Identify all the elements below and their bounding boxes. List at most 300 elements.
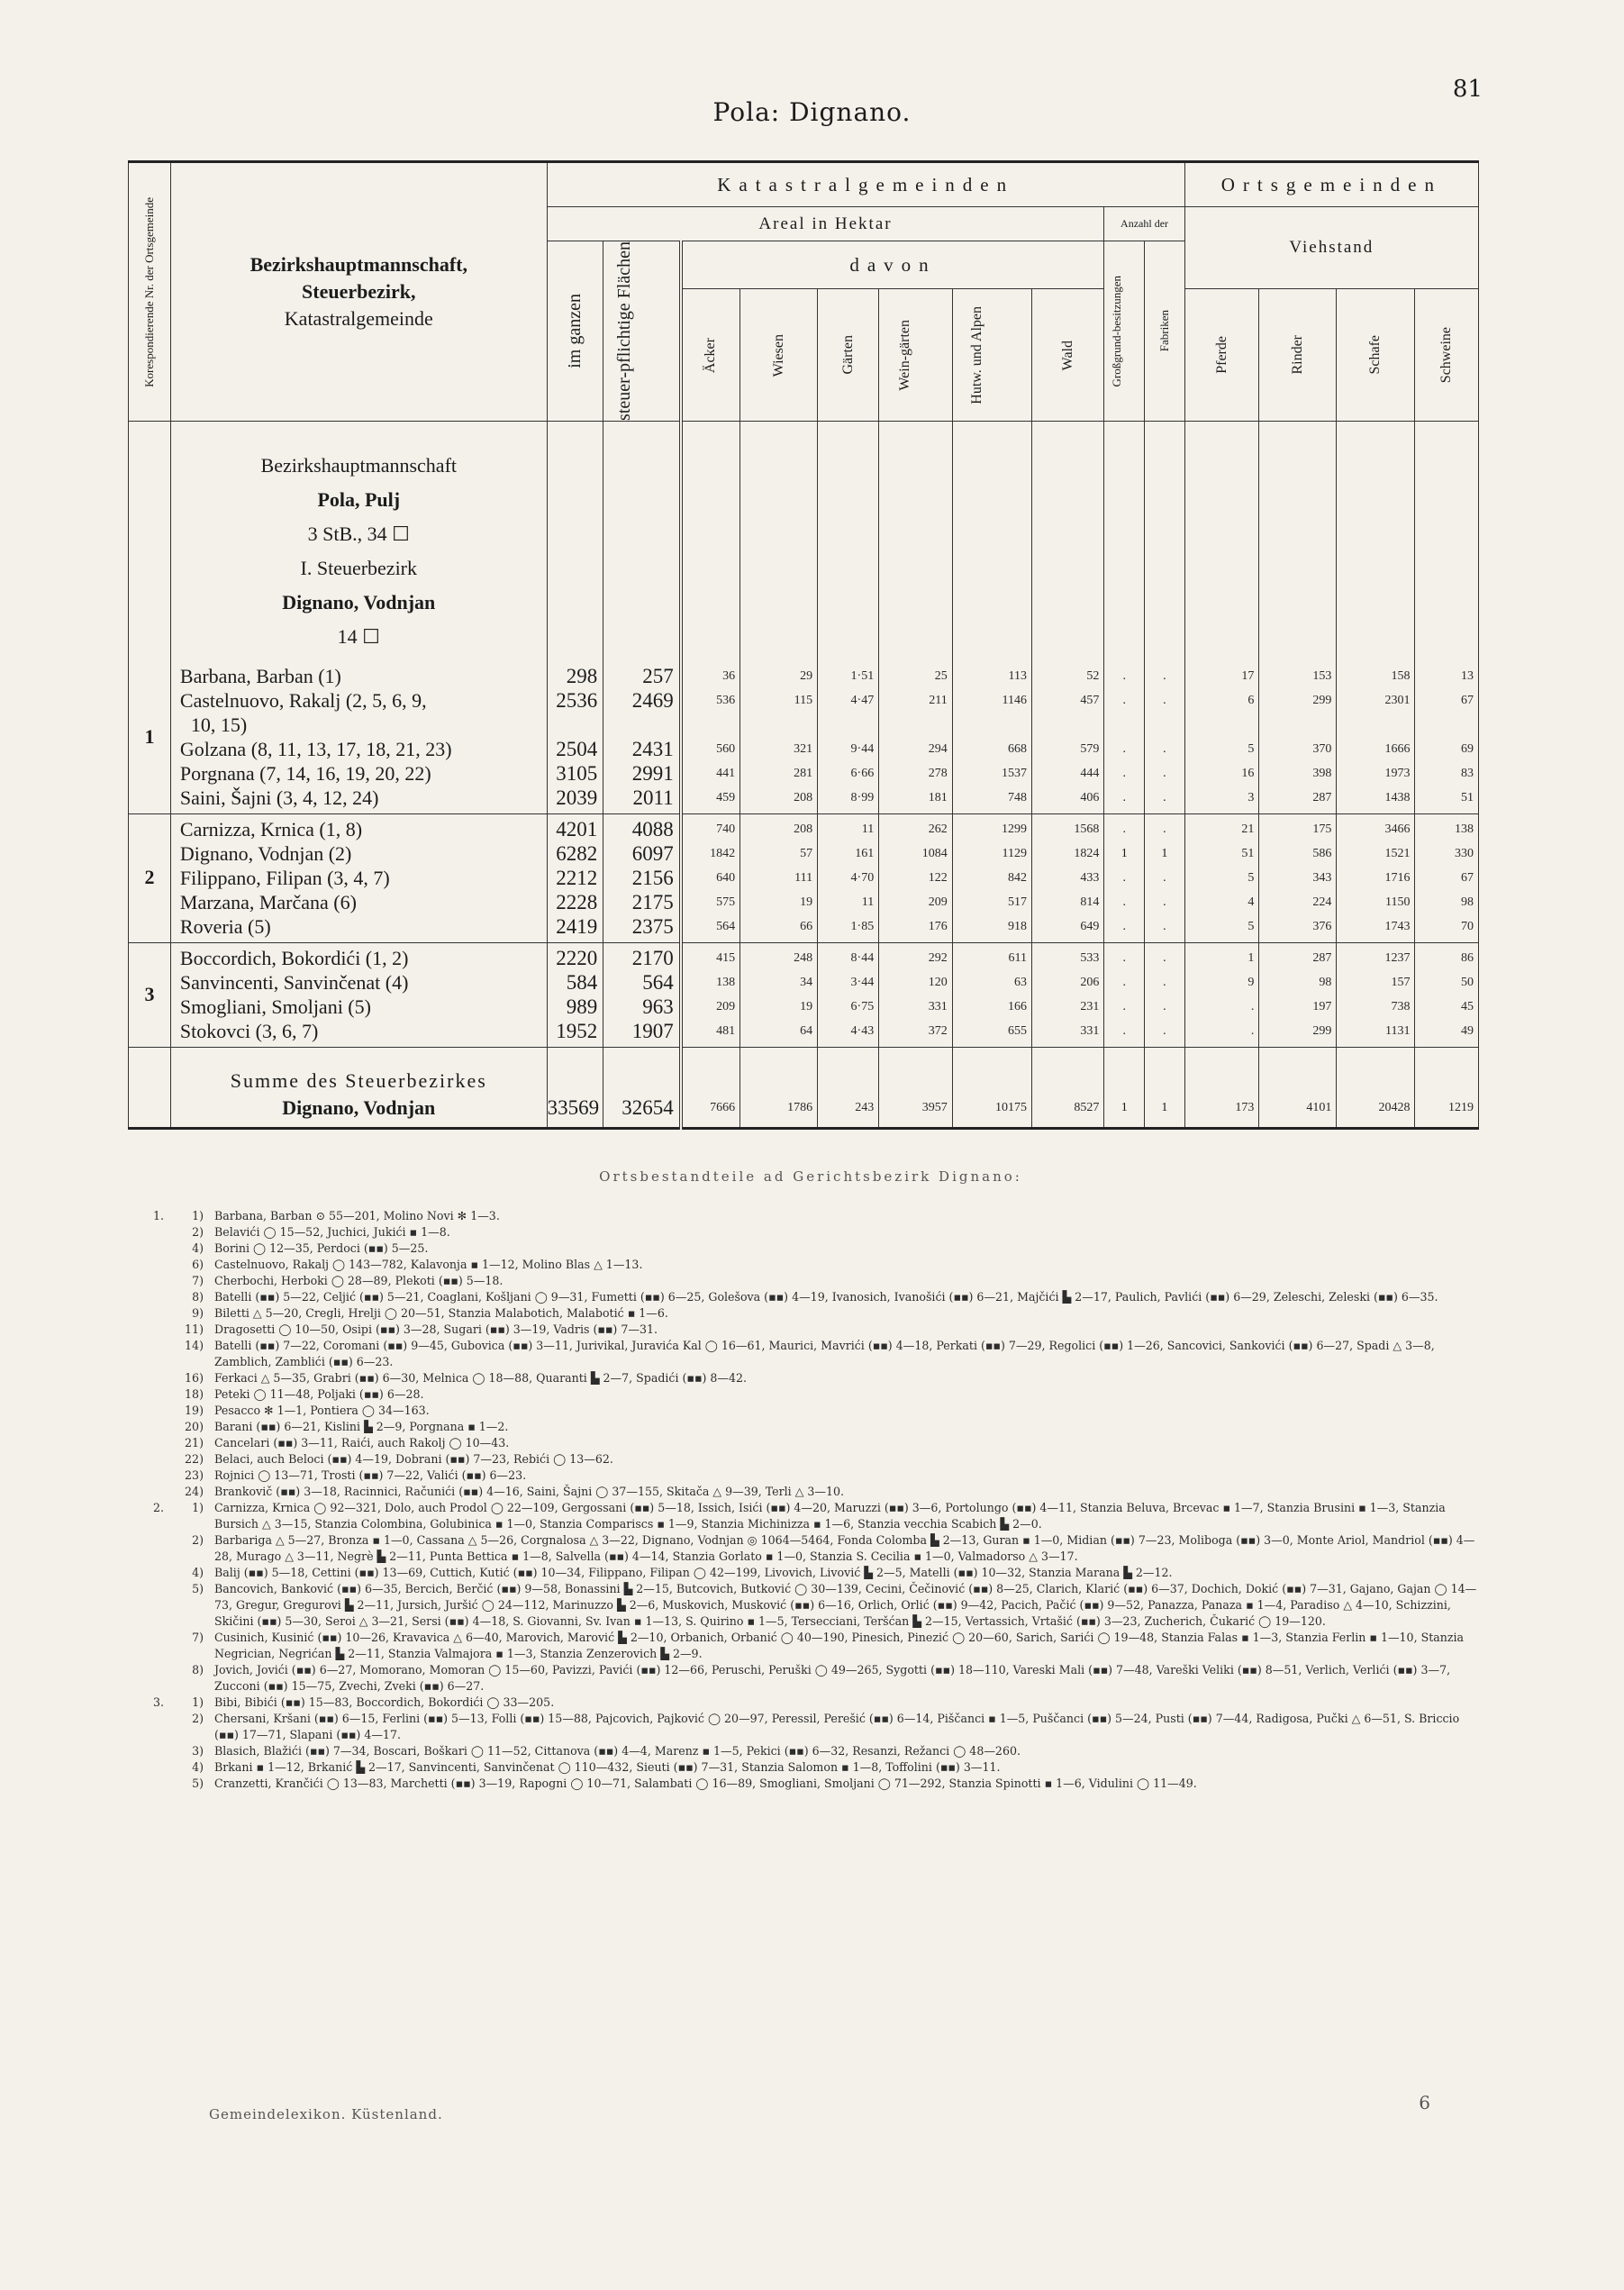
location-text: Castelnuovo, Rakalj ◯ 143—782, Kalavonja ▪ 1—12, Molino Blas △ 1—13. xyxy=(214,1258,643,1271)
value-gross: . xyxy=(1122,741,1126,756)
col-pferde: Pferde xyxy=(1184,289,1259,422)
location-entry xyxy=(144,1322,1477,1338)
value-pferde: . xyxy=(1250,1023,1255,1038)
anzahl-header: Anzahl der xyxy=(1104,207,1184,241)
value-gaerten: 4·47 xyxy=(850,693,875,707)
col-wiesen-values xyxy=(740,661,818,814)
col-acker-values xyxy=(681,942,740,1047)
location-index: 11) xyxy=(185,1322,204,1336)
summary-wald: 8527 xyxy=(1031,1047,1103,1128)
katastral-name: Smogliani, Smoljani (5) xyxy=(179,995,371,1018)
location-entry xyxy=(144,1435,1477,1451)
group-number: 2 xyxy=(129,813,171,942)
value-schafe: 1521 xyxy=(1384,846,1411,860)
katastral-name: Stokovci (3, 6, 7) xyxy=(179,1019,319,1042)
col-pferde-values xyxy=(1184,942,1259,1047)
col-gross-values xyxy=(1104,813,1145,942)
value-schafe: 1743 xyxy=(1384,919,1411,933)
col-wein-values xyxy=(879,942,953,1047)
value-total: 2536 xyxy=(556,688,598,712)
location-entry xyxy=(144,1743,1477,1759)
value-fabr: 1 xyxy=(1161,846,1168,860)
value-hutw: 1537 xyxy=(1001,766,1027,780)
col-schweine-values xyxy=(1415,942,1479,1047)
location-index: 9) xyxy=(192,1306,204,1320)
katastral-name: Carnizza, Krnica (1, 8) xyxy=(179,817,363,841)
location-index: 1) xyxy=(192,1209,204,1222)
value-schafe: 1438 xyxy=(1384,790,1411,804)
value-total: 2212 xyxy=(556,866,598,889)
value-gross: . xyxy=(1122,790,1126,804)
value-hutw: 611 xyxy=(1008,950,1027,965)
location-index: 2) xyxy=(192,1225,204,1239)
value-rinder: 343 xyxy=(1312,870,1332,885)
value-hutw: 166 xyxy=(1007,999,1027,1013)
value-fabr: . xyxy=(1163,693,1166,707)
value-rinder: 398 xyxy=(1312,766,1332,780)
col-schafe-values xyxy=(1337,661,1415,814)
summary-steuer: 32654 xyxy=(603,1047,681,1128)
value-schafe: 1973 xyxy=(1384,766,1411,780)
location-index: 8) xyxy=(192,1290,204,1304)
value-rinder: 287 xyxy=(1312,790,1332,804)
value-fabr: . xyxy=(1163,766,1166,780)
value-schafe: 2301 xyxy=(1384,693,1411,707)
value-gross: 1 xyxy=(1120,846,1128,860)
value-wiesen: 57 xyxy=(800,846,813,860)
location-index: 7) xyxy=(192,1631,204,1644)
value-schafe: 1150 xyxy=(1384,895,1411,909)
value-gross: . xyxy=(1122,693,1126,707)
value-schweine: 98 xyxy=(1461,895,1474,909)
col-fabr-values xyxy=(1145,942,1185,1047)
col-steuer-values xyxy=(603,813,681,942)
location-entry xyxy=(144,1662,1477,1695)
value-wiesen: 321 xyxy=(794,741,813,756)
col-schafe: Schafe xyxy=(1337,289,1415,422)
group-1 xyxy=(129,661,1479,814)
location-index: 19) xyxy=(185,1404,204,1417)
katastral-names xyxy=(170,813,547,942)
value-acker: 740 xyxy=(716,822,736,836)
value-gaerten: 4·70 xyxy=(850,870,875,885)
value-acker: 415 xyxy=(716,950,736,965)
location-entry xyxy=(144,1208,1477,1224)
value-wiesen: 281 xyxy=(794,766,813,780)
col-hutw-values xyxy=(952,813,1031,942)
col-wald-values xyxy=(1031,942,1103,1047)
value-total: 2504 xyxy=(556,737,598,760)
page-number: 81 xyxy=(1452,76,1483,103)
value-acker: 459 xyxy=(716,790,736,804)
location-entry xyxy=(144,1468,1477,1484)
col-fabr-values xyxy=(1145,813,1185,942)
summary-gross: 1 xyxy=(1104,1047,1145,1128)
location-entry xyxy=(144,1695,1477,1711)
value-schweine: 67 xyxy=(1461,693,1474,707)
value-schafe: 3466 xyxy=(1384,822,1411,836)
value-acker: 36 xyxy=(722,668,736,683)
col-name-header: Bezirkshauptmannschaft, Steuerbezirk, Katastralgemeinde xyxy=(170,162,547,422)
value-gaerten: 6·66 xyxy=(850,766,875,780)
value-wein: 176 xyxy=(928,919,948,933)
location-entry xyxy=(144,1419,1477,1435)
value-total: 3105 xyxy=(556,761,598,785)
value-acker: 560 xyxy=(716,741,736,756)
davon-header: davon xyxy=(681,241,1104,289)
katastral-name: Roveria (5) xyxy=(179,914,271,938)
location-index: 8) xyxy=(192,1663,204,1677)
location-entry xyxy=(144,1257,1477,1273)
value-fabr: . xyxy=(1163,790,1166,804)
location-entry xyxy=(144,1630,1477,1662)
col-wald-values xyxy=(1031,813,1103,942)
location-entry xyxy=(144,1403,1477,1419)
value-steuer: 2469 xyxy=(631,688,674,712)
viehstand-header: Viehstand xyxy=(1184,207,1478,289)
location-entry xyxy=(144,1240,1477,1257)
areal-header: Areal in Hektar xyxy=(547,207,1104,241)
value-pferde: 3 xyxy=(1247,790,1255,804)
col-gaerten: Gärten xyxy=(818,289,879,422)
location-text: Bancovich, Banković (▪▪) 6—35, Bercich, Berčić (▪▪) 9—58, Bonassini ▙ 2—15, Butcovich, Butković ◯ 30—139, Cecini, Čečinović (▪▪) 8—25, Clarich, Klarić (▪▪) 6—37, Dochich, Dokić (▪▪) 7—31, Gajano, Gajan ◯ 14—73, Gregur, Gregurovi ▙ 2—11, Jursich, Juršić ◯ 24—112, Marinuzzo ▙ 2—6, Muskovich, Musković (▪▪) 6—16, Orlich, Orlić (▪▪) 9—42, Pacich, Pačić (▪▪) 9—52, Panazza, Panaza ▪ 1—4, Paradiso △ 4—10, Schizzini, Skičini (▪▪) 5—30, Seroi △ 3—21, Sersi (▪▪) 4—18, S. Giovanni, Sv. Ivan ▪ 1—13, S. Quirino ▪ 1—5, Tersecciani, Teršćan ▙ 2—15, Vertassich, Vrtašić (▪▪) 3—23, Zucherich, Čukarić ◯ 19—120. xyxy=(214,1582,1477,1628)
value-pferde: 9 xyxy=(1247,975,1255,989)
value-wein: 25 xyxy=(934,668,948,683)
value-hutw: 517 xyxy=(1007,895,1027,909)
value-gross: . xyxy=(1122,919,1126,933)
value-schweine: 138 xyxy=(1455,822,1474,836)
col-hutw-values xyxy=(952,661,1031,814)
value-acker: 1842 xyxy=(710,846,736,860)
value-rinder: 98 xyxy=(1319,975,1332,989)
value-hutw: 918 xyxy=(1007,919,1027,933)
footer-signature: 6 xyxy=(1419,2092,1430,2113)
value-wein: 211 xyxy=(929,693,948,707)
katastral-name: Saini, Šajni (3, 4, 12, 24) xyxy=(179,786,379,809)
value-pferde: 16 xyxy=(1241,766,1255,780)
location-text: Brkani ▪ 1—12, Brkanić ▙ 2—17, Sanvincenti, Sanvinčenat ◯ 110—432, Sieuti (▪▪) 7—31, Stanzia Salomon ▪ 1—8, Toffolini (▪▪) 3—11. xyxy=(214,1760,1001,1774)
value-schafe: 157 xyxy=(1391,975,1411,989)
value-rinder: 287 xyxy=(1312,950,1332,965)
col-wein-values xyxy=(879,813,953,942)
value-total: 2228 xyxy=(556,890,598,913)
col-acker-values xyxy=(681,813,740,942)
value-pferde: 17 xyxy=(1241,668,1255,683)
location-index: 2) xyxy=(192,1712,204,1725)
value-schweine: 70 xyxy=(1461,919,1474,933)
col-steuerpflichtig: steuer-pflichtige Flächen xyxy=(603,241,681,422)
value-schafe: 158 xyxy=(1391,668,1411,683)
col-gaerten-values xyxy=(818,942,879,1047)
location-index: 22) xyxy=(185,1452,204,1466)
value-hutw: 1146 xyxy=(1002,693,1027,707)
value-pferde: . xyxy=(1250,999,1255,1013)
value-fabr: . xyxy=(1163,975,1166,989)
col-total-values xyxy=(547,813,603,942)
katastral-name: Golzana (8, 11, 13, 17, 18, 21, 23) xyxy=(179,737,452,760)
intro-row xyxy=(129,421,1479,661)
location-index: 14) xyxy=(185,1339,204,1352)
location-index: 2) xyxy=(192,1533,204,1547)
location-text: Barbariga △ 5—27, Bronza ▪ 1—0, Cassana △ 5—26, Corgnalosa △ 3—22, Dignano, Vodnjan ◎ 1064—5464, Fonda Colomba ▙ 2—13, Guran ▪ 1—0, Midian (▪▪) 7—23, Moliboga (▪▪) 3—0, Monte Ariol, Mandriol (▪▪) 4—28, Murago △ 3—11, Negrè ▙ 2—11, Punta Bettica ▪ 1—8, Salvella (▪▪) 4—14, Stanzia Gorlato ▪ 1—0, Stanzia S. Cecilia ▪ 1—0, Valmadorso △ 3—17. xyxy=(214,1533,1475,1563)
value-wald: 433 xyxy=(1080,870,1100,885)
col-fabr-values xyxy=(1145,661,1185,814)
location-entry xyxy=(144,1565,1477,1581)
location-text: Cranzetti, Krančići ◯ 13—83, Marchetti (▪▪) 3—19, Rapogni ◯ 10—71, Salambati ◯ 16—89, Smogliani, Smoljani ◯ 71—292, Stanzia Spinotti ▪ 1—6, Vidulini ◯ 11—49. xyxy=(214,1777,1197,1790)
value-wald: 533 xyxy=(1080,950,1100,965)
summary-fabr: 1 xyxy=(1145,1047,1185,1128)
value-pferde: 51 xyxy=(1241,846,1255,860)
location-index: 18) xyxy=(185,1387,204,1401)
col-schafe-values xyxy=(1337,942,1415,1047)
location-entry xyxy=(144,1370,1477,1386)
col-acker: Äcker xyxy=(681,289,740,422)
location-index: 6) xyxy=(192,1258,204,1271)
value-rinder: 299 xyxy=(1312,1023,1332,1038)
value-hutw: 748 xyxy=(1007,790,1027,804)
location-text: Barani (▪▪) 6—21, Kislini ▙ 2—9, Porgnana ▪ 1—2. xyxy=(214,1420,509,1433)
katastral-name: Dignano, Vodnjan (2) xyxy=(179,841,352,865)
value-wiesen: 208 xyxy=(794,790,813,804)
col-hutweiden: Hutw. und Alpen xyxy=(952,289,1031,422)
locations-title: Ortsbestandteile ad Gerichtsbezirk Dignano: xyxy=(599,1168,1022,1185)
value-wiesen: 115 xyxy=(794,693,813,707)
location-index: 1) xyxy=(192,1501,204,1514)
summary-label-line2: Dignano, Vodnjan xyxy=(282,1095,436,1119)
value-wein: 122 xyxy=(928,870,948,885)
value-hutw: 1129 xyxy=(1002,846,1027,860)
col-grossgrund: Großgrund-besitzungen xyxy=(1104,241,1145,422)
location-entry xyxy=(144,1759,1477,1776)
location-entry xyxy=(144,1305,1477,1322)
value-fabr: . xyxy=(1163,999,1166,1013)
summary-hutw: 10175 xyxy=(952,1047,1031,1128)
col-schweine: Schweine xyxy=(1415,289,1479,422)
col-total-values xyxy=(547,942,603,1047)
value-acker: 640 xyxy=(716,870,736,885)
col-wald: Wald xyxy=(1031,289,1103,422)
location-text: Balij (▪▪) 5—18, Cettini (▪▪) 13—69, Cuttich, Kutić (▪▪) 10—34, Filippano, Filipan ◯ 42—199, Livovich, Livović ▙ 2—5, Matelli (▪▪) 10—32, Stanzia Marana ▙ 2—12. xyxy=(214,1566,1173,1579)
value-rinder: 197 xyxy=(1312,999,1332,1013)
col-total-values xyxy=(547,661,603,814)
value-gross: . xyxy=(1122,950,1126,965)
value-rinder: 376 xyxy=(1312,919,1332,933)
location-text: Blasich, Blažići (▪▪) 7—34, Boscari, Boškari ◯ 11—52, Cittanova (▪▪) 4—4, Marenz ▪ 1—5, Pekici (▪▪) 6—32, Resanzi, Režanci ◯ 48—260. xyxy=(214,1744,1021,1758)
value-acker: 138 xyxy=(716,975,736,989)
col-wald-values xyxy=(1031,661,1103,814)
value-wiesen: 111 xyxy=(794,870,813,885)
value-steuer: 257 xyxy=(642,664,674,687)
value-fabr: . xyxy=(1163,1023,1166,1038)
value-hutw: 113 xyxy=(1008,668,1027,683)
value-wein: 181 xyxy=(928,790,948,804)
value-gross: . xyxy=(1122,895,1126,909)
value-gaerten: 6·75 xyxy=(850,999,875,1013)
value-gross: . xyxy=(1122,1023,1126,1038)
value-wein: 292 xyxy=(928,950,948,965)
summary-label xyxy=(170,1047,547,1128)
location-group: 2. xyxy=(152,1501,164,1514)
value-hutw: 63 xyxy=(1013,975,1027,989)
location-index: 4) xyxy=(192,1241,204,1255)
location-text: Bibi, Bibići (▪▪) 15—83, Boccordich, Bokordići ◯ 33—205. xyxy=(214,1695,555,1709)
value-acker: 481 xyxy=(716,1023,736,1038)
value-schafe: 1131 xyxy=(1384,1023,1411,1038)
value-wiesen: 208 xyxy=(794,822,813,836)
summary-rinder: 4101 xyxy=(1259,1047,1337,1128)
summary-schweine: 1219 xyxy=(1415,1047,1479,1128)
value-schweine: 83 xyxy=(1461,766,1474,780)
value-steuer: 2991 xyxy=(631,761,674,785)
col-nr-header: Korespondierende Nr. der Ortsgemeinde xyxy=(129,162,171,422)
katastral-name: Porgnana (7, 14, 16, 19, 20, 22) xyxy=(179,761,431,785)
value-gaerten: 8·99 xyxy=(850,790,875,804)
location-text: Cusinich, Kusinić (▪▪) 10—26, Kravavica △ 6—40, Marovich, Marović ▙ 2—10, Orbanich, Orbanić ◯ 40—190, Pinesich, Pinezić ◯ 20—60, Sarich, Sarići ◯ 19—48, Stanzia Falas ▪ 1—3, Stanzia Ferlin ▪ 1—10, Stanzia Negrician, Negrićan ▙ 2—11, Stanzia Valmajora ▪ 1—3, Stanzia Zenzerovich ▙ 2—9. xyxy=(214,1631,1465,1660)
value-gaerten: 1·85 xyxy=(850,919,875,933)
location-text: Carnizza, Krnica ◯ 92—321, Dolo, auch Prodol ◯ 22—109, Gergossani (▪▪) 5—18, Issich, Isići (▪▪) 4—20, Maruzzi (▪▪) 3—6, Portolungo (▪▪) 4—11, Stanzia Beluva, Brcevac ▪ 1—7, Stanzia Brusini ▪ 1—3, Stanzia Bursich △ 3—15, Stanzia Colombina, Golubinica ▪ 1—0, Stanzia Compariscs ▪ 1—9, Stanzia Michinizza ▪ 1—6, Stanzia vecchia Scabich ▙ 2—0. xyxy=(214,1501,1446,1531)
location-index: 3) xyxy=(192,1744,204,1758)
location-text: Belaci, auch Beloci (▪▪) 4—19, Dobrani (▪▪) 7—23, Rebići ◯ 13—62. xyxy=(214,1452,613,1466)
location-index: 21) xyxy=(185,1436,204,1449)
district-intro: Bezirkshauptmannschaft Pola, Pulj 3 StB., 34 ☐ I. Steuerbezirk Dignano, Vodnjan 14 ☐ xyxy=(170,421,547,661)
value-hutw: 1299 xyxy=(1001,822,1027,836)
value-acker: 536 xyxy=(716,693,736,707)
value-pferde: 4 xyxy=(1247,895,1255,909)
value-schafe: 1716 xyxy=(1384,870,1411,885)
value-gross: . xyxy=(1122,668,1126,683)
col-acker-values xyxy=(681,661,740,814)
summary-label-line1: Summe des Steuerbezirkes xyxy=(230,1068,487,1092)
value-wiesen: 66 xyxy=(800,919,813,933)
location-entry xyxy=(144,1273,1477,1289)
group-3 xyxy=(129,942,1479,1047)
col-weingaerten: Wein-gärten xyxy=(879,289,953,422)
value-wiesen: 19 xyxy=(800,895,813,909)
value-steuer: 1907 xyxy=(631,1019,674,1042)
value-gross: . xyxy=(1122,999,1126,1013)
value-wald: 206 xyxy=(1080,975,1100,989)
location-text: Batelli (▪▪) 5—22, Celjić (▪▪) 5—21, Coaglani, Košljani ◯ 9—31, Fumetti (▪▪) 6—25, Golešova (▪▪) 4—19, Ivanosich, Ivanošići (▪▪) 6—21, Majčići ▙ 2—17, Paulich, Pavlići (▪▪) 6—29, Zeleschi, Zeleski (▪▪) 6—35. xyxy=(214,1290,1438,1304)
value-wiesen: 29 xyxy=(800,668,813,683)
value-pferde: 21 xyxy=(1241,822,1255,836)
katastral-names xyxy=(170,942,547,1047)
locations-list xyxy=(144,1208,1477,1792)
location-index: 7) xyxy=(192,1274,204,1287)
location-text: Rojnici ◯ 13—71, Trosti (▪▪) 7—22, Valići (▪▪) 6—23. xyxy=(214,1468,527,1482)
value-acker: 575 xyxy=(716,895,736,909)
value-steuer: 6097 xyxy=(631,841,674,865)
summary-gaerten: 243 xyxy=(818,1047,879,1128)
summary-wiesen: 1786 xyxy=(740,1047,818,1128)
summary-wein: 3957 xyxy=(879,1047,953,1128)
value-rinder: 224 xyxy=(1312,895,1332,909)
value-total: 2039 xyxy=(556,786,598,809)
location-text: Peteki ◯ 11—48, Poljaki (▪▪) 6—28. xyxy=(214,1387,424,1401)
value-total: 6282 xyxy=(556,841,598,865)
col-pferde-values xyxy=(1184,813,1259,942)
location-index: 4) xyxy=(192,1566,204,1579)
col-rinder-values xyxy=(1259,942,1337,1047)
value-acker: 209 xyxy=(716,999,736,1013)
value-wiesen: 34 xyxy=(800,975,813,989)
location-text: Belavići ◯ 15—52, Juchici, Jukići ▪ 1—8. xyxy=(214,1225,450,1239)
col-wein-values xyxy=(879,661,953,814)
value-gross: . xyxy=(1122,766,1126,780)
value-fabr: . xyxy=(1163,870,1166,885)
value-pferde: 6 xyxy=(1247,693,1255,707)
value-wein: 262 xyxy=(928,822,948,836)
value-pferde: 5 xyxy=(1247,870,1255,885)
value-total: 2419 xyxy=(556,914,598,938)
katastral-name: Marzana, Marčana (6) xyxy=(179,890,357,913)
value-steuer: 2170 xyxy=(631,946,674,969)
location-text: Jovich, Jovići (▪▪) 6—27, Momorano, Momoran ◯ 15—60, Pavizzi, Pavići (▪▪) 12—66, Peruschi, Peruški ◯ 49—265, Sygotti (▪▪) 18—110, Vareski Mali (▪▪) 7—48, Vareški Veliki (▪▪) 8—51, Verlich, Verlići (▪▪) 3—7, Zucconi (▪▪) 15—75, Zvechi, Zveki (▪▪) 6—27. xyxy=(214,1663,1451,1693)
value-wald: 579 xyxy=(1080,741,1100,756)
value-gross: . xyxy=(1122,870,1126,885)
value-wein: 1084 xyxy=(921,846,948,860)
value-wein: 331 xyxy=(928,999,948,1013)
value-acker: 564 xyxy=(716,919,736,933)
summary-row xyxy=(129,1047,1479,1128)
col-steuer-values xyxy=(603,661,681,814)
value-hutw: 668 xyxy=(1007,741,1027,756)
value-rinder: 586 xyxy=(1312,846,1332,860)
location-text: Brankovič (▪▪) 3—18, Racinnici, Računići (▪▪) 4—16, Saini, Šajni ◯ 37—155, Skitača △ 9—39, Terli △ 3—10. xyxy=(214,1485,845,1498)
location-group: 3. xyxy=(152,1695,164,1709)
value-wald: 1568 xyxy=(1074,822,1100,836)
col-gross-values xyxy=(1104,661,1145,814)
value-wald: 457 xyxy=(1080,693,1100,707)
value-gaerten: 3·44 xyxy=(850,975,875,989)
col-fabriken: Fabriken xyxy=(1145,241,1185,422)
value-schweine: 50 xyxy=(1461,975,1474,989)
value-wein: 372 xyxy=(928,1023,948,1038)
value-total: 298 xyxy=(566,664,598,687)
value-rinder: 299 xyxy=(1312,693,1332,707)
location-entry xyxy=(144,1386,1477,1403)
katastral-name-cont: 10, 15) xyxy=(190,713,248,736)
value-fabr: . xyxy=(1163,741,1166,756)
location-entry xyxy=(144,1289,1477,1305)
location-entry xyxy=(144,1532,1477,1565)
katastral-names xyxy=(170,661,547,814)
col-wiesen-values xyxy=(740,813,818,942)
katastral-name: Boccordich, Bokordići (1, 2) xyxy=(179,946,409,969)
value-steuer: 2375 xyxy=(631,914,674,938)
value-fabr: . xyxy=(1163,919,1166,933)
value-rinder: 175 xyxy=(1312,822,1332,836)
location-text: Chersani, Kršani (▪▪) 6—15, Ferlini (▪▪) 5—13, Folli (▪▪) 15—88, Pajcovich, Pajković ◯ 20—97, Peressil, Perešić (▪▪) 6—14, Piščanci ▪ 1—5, Puščanci (▪▪) 5—24, Pusti (▪▪) 7—44, Radigosa, Pučki △ 6—51, S. Briccio (▪▪) 17—71, Slapani (▪▪) 4—17. xyxy=(214,1712,1460,1741)
value-schafe: 738 xyxy=(1391,999,1411,1013)
location-index: 16) xyxy=(185,1371,204,1385)
value-fabr: . xyxy=(1163,822,1166,836)
katastral-header: Katastralgemeinden xyxy=(547,162,1184,207)
value-schweine: 51 xyxy=(1461,790,1474,804)
location-text: Cherbochi, Herboki ◯ 28—89, Plekoti (▪▪) 5—18. xyxy=(214,1274,504,1287)
location-text: Borini ◯ 12—35, Perdoci (▪▪) 5—25. xyxy=(214,1241,429,1255)
value-schweine: 49 xyxy=(1461,1023,1474,1038)
value-fabr: . xyxy=(1163,950,1166,965)
katastral-name: Filippano, Filipan (3, 4, 7) xyxy=(179,866,390,889)
value-pferde: 1 xyxy=(1247,950,1255,965)
location-index: 5) xyxy=(192,1582,204,1595)
group-number: 1 xyxy=(129,661,171,814)
value-wald: 52 xyxy=(1086,668,1100,683)
value-schweine: 13 xyxy=(1461,668,1474,683)
col-schweine-values xyxy=(1415,661,1479,814)
value-acker: 441 xyxy=(716,766,736,780)
value-wald: 331 xyxy=(1080,1023,1100,1038)
